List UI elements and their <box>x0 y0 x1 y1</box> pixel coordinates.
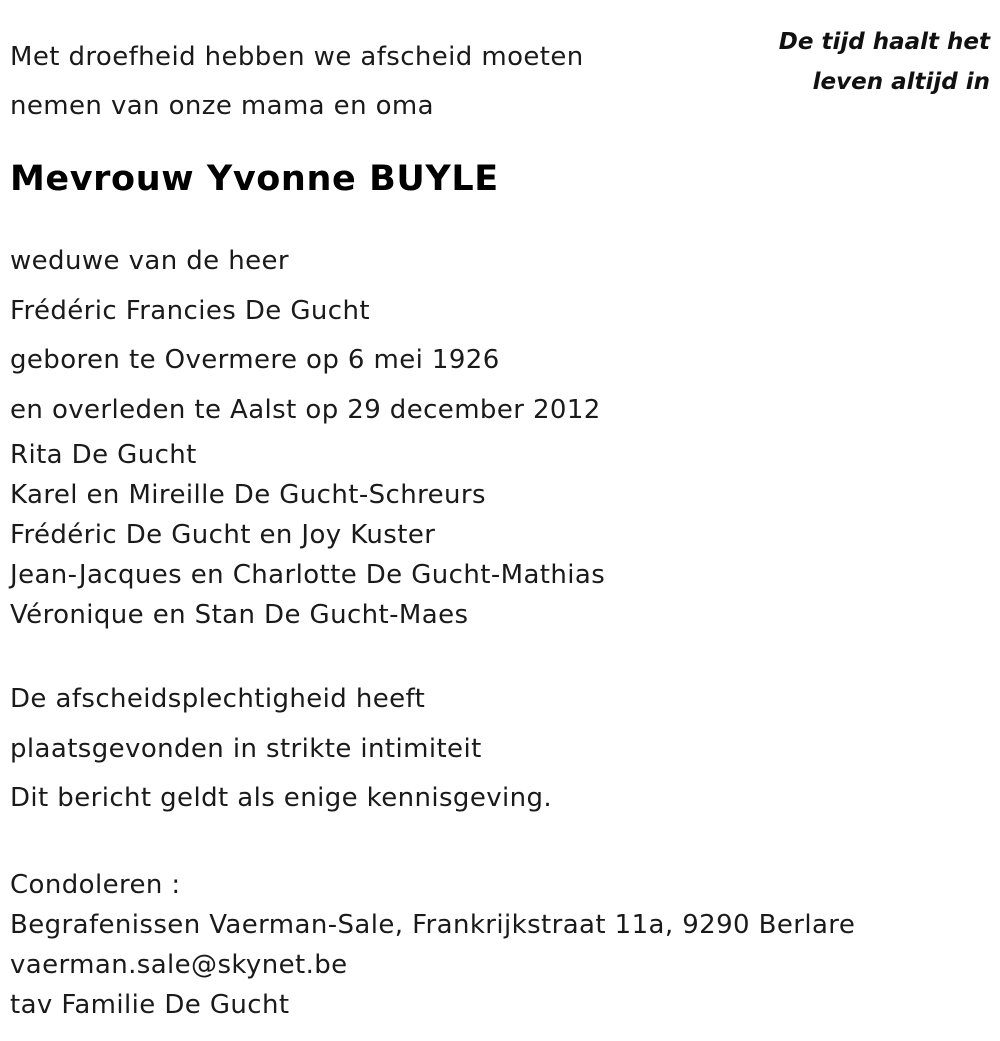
death-info: en overleden te Aalst op 29 december 2012 <box>10 394 601 425</box>
details <box>10 237 910 435</box>
condolence-heading: Condoleren : <box>10 869 181 900</box>
family-member: Karel en Mireille De Gucht-Schreurs <box>10 480 486 510</box>
ceremony-line-3: Dit bericht geldt als enige kennisgeving. <box>10 783 553 813</box>
quote-line-2: leven altijd in <box>812 69 990 95</box>
intro-line-1: Met droefheid hebben we afscheid moeten <box>10 42 584 72</box>
family-member: Frédéric De Gucht en Joy Kuster <box>10 520 436 550</box>
attention-line: tav Familie De Gucht <box>10 989 290 1020</box>
family-member: Véronique en Stan De Gucht-Maes <box>10 600 469 630</box>
funeral-home-address: Begrafenissen Vaerman-Sale, Frankrijkstraat 11a, 9290 Berlare <box>10 909 856 940</box>
family-member: Jean-Jacques en Charlotte De Gucht-Mathias <box>10 560 606 590</box>
ceremony-line-2: plaatsgevonden in strikte intimiteit <box>10 733 482 764</box>
spouse-name: Frédéric Francies De Gucht <box>10 295 370 326</box>
obituary-text <box>10 33 910 1025</box>
contact-email[interactable]: vaerman.sale@skynet.be <box>10 949 348 980</box>
family-list <box>10 435 910 635</box>
deceased-name: Mevrouw Yvonne BUYLE <box>10 159 499 199</box>
intro-line-2: nemen van onze mama en oma <box>10 91 434 121</box>
quote-line-1: De tijd haalt het <box>778 29 990 55</box>
widow-of: weduwe van de heer <box>10 246 289 276</box>
family-member: Rita De Gucht <box>10 440 197 470</box>
ceremony-info <box>10 675 910 824</box>
birth-info: geboren te Overmere op 6 mei 1926 <box>10 345 500 375</box>
ceremony-line-1: De afscheidsplechtigheid heeft <box>10 684 426 714</box>
intro <box>10 33 910 131</box>
condolence-info <box>10 865 910 1025</box>
